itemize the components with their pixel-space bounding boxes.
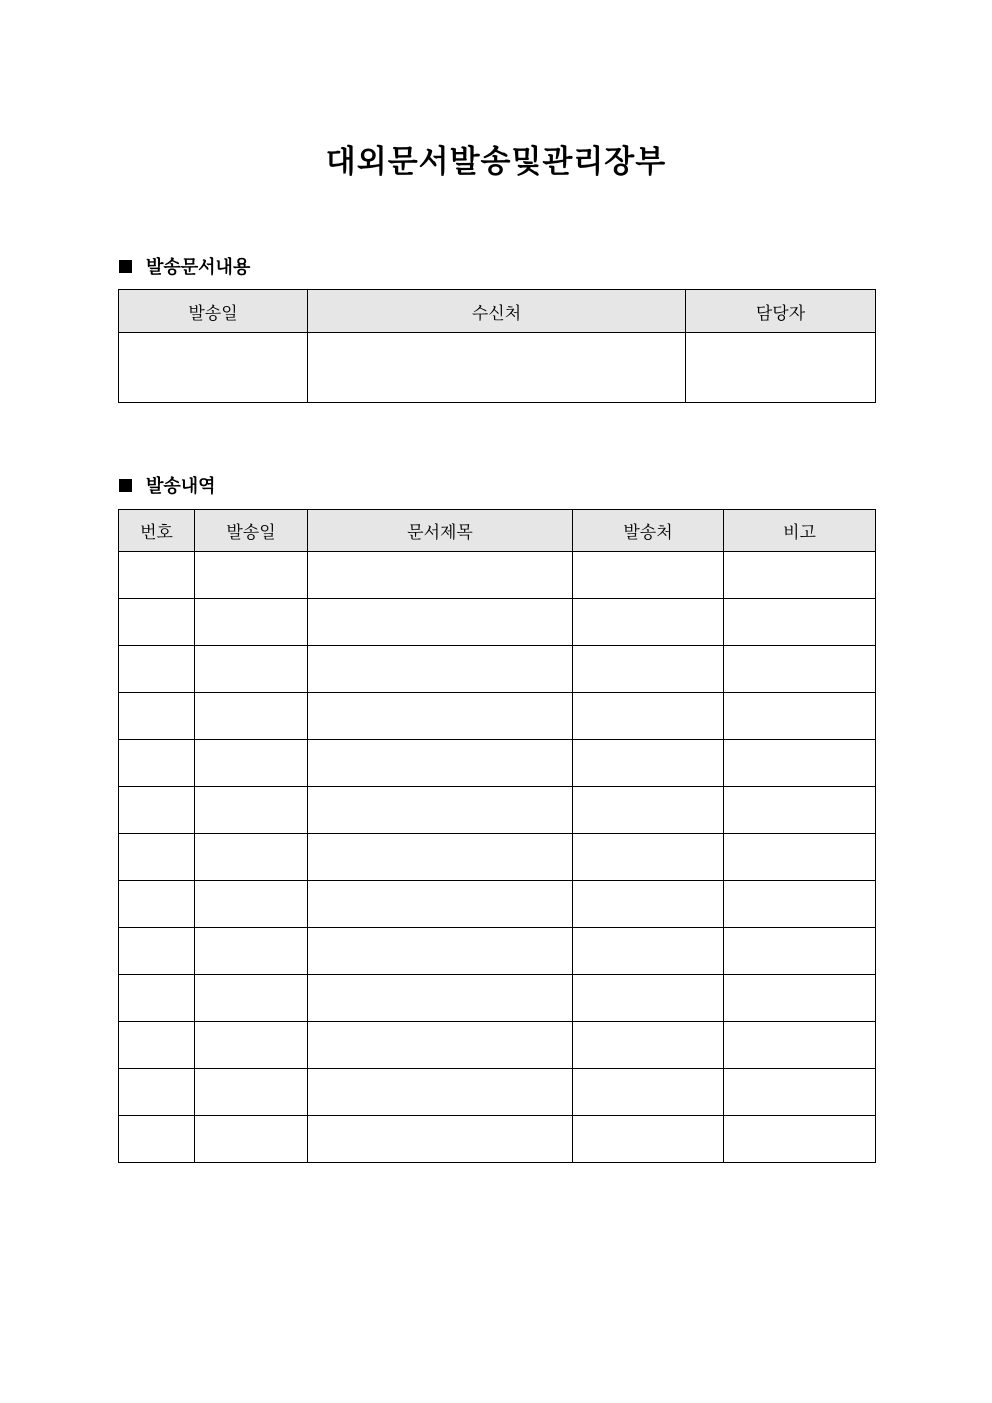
column-header-send-date: 발송일 [195, 510, 308, 552]
table-cell-number[interactable] [119, 1022, 195, 1069]
table-cell-remarks[interactable] [724, 599, 876, 646]
table-row [119, 1116, 876, 1163]
table-cell-document-title[interactable] [308, 1022, 573, 1069]
table-cell-remarks[interactable] [724, 928, 876, 975]
table-cell-number[interactable] [119, 646, 195, 693]
table-cell-send-date[interactable] [195, 787, 308, 834]
table-cell-remarks[interactable] [724, 787, 876, 834]
section-heading-label: 발송문서내용 [146, 257, 251, 278]
table-cell-destination[interactable] [573, 834, 724, 881]
column-header-person-in-charge: 담당자 [686, 290, 876, 333]
table-cell-destination[interactable] [573, 1069, 724, 1116]
table-cell-destination[interactable] [573, 1116, 724, 1163]
table-row [119, 693, 876, 740]
table-cell-destination[interactable] [573, 740, 724, 787]
table-cell-document-title[interactable] [308, 693, 573, 740]
table-cell-document-title[interactable] [308, 975, 573, 1022]
table-cell-destination[interactable] [573, 975, 724, 1022]
column-header-document-title: 문서제목 [308, 510, 573, 552]
table-row [119, 646, 876, 693]
table-cell-document-title[interactable] [308, 787, 573, 834]
table-cell-number[interactable] [119, 740, 195, 787]
table-cell-document-title[interactable] [308, 1116, 573, 1163]
table-cell-send-date[interactable] [195, 834, 308, 881]
table-cell-number[interactable] [119, 834, 195, 881]
table-cell-number[interactable] [119, 881, 195, 928]
table-cell-destination[interactable] [573, 787, 724, 834]
table-cell-remarks[interactable] [724, 834, 876, 881]
table-cell-send-date[interactable] [195, 1069, 308, 1116]
send-document-content-table [118, 289, 876, 403]
table-cell-number[interactable] [119, 599, 195, 646]
table-row [119, 740, 876, 787]
column-header-number: 번호 [119, 510, 195, 552]
table-cell-destination[interactable] [573, 1022, 724, 1069]
table-cell-recipient[interactable] [308, 333, 686, 403]
table-cell-remarks[interactable] [724, 881, 876, 928]
table-cell-document-title[interactable] [308, 552, 573, 599]
table-cell-document-title[interactable] [308, 599, 573, 646]
column-header-recipient: 수신처 [308, 290, 686, 333]
table-row [119, 834, 876, 881]
section-heading-label: 발송내역 [146, 476, 216, 497]
table-header-row [119, 290, 876, 333]
table-row [119, 1069, 876, 1116]
table-cell-number[interactable] [119, 1116, 195, 1163]
table-cell-document-title[interactable] [308, 834, 573, 881]
table-cell-number[interactable] [119, 928, 195, 975]
table-cell-person-in-charge[interactable] [686, 333, 876, 403]
table-cell-remarks[interactable] [724, 646, 876, 693]
table-cell-send-date[interactable] [195, 1022, 308, 1069]
column-header-remarks: 비고 [724, 510, 876, 552]
document-title: 대외문서발송및관리장부 [325, 144, 667, 180]
table-cell-send-date[interactable] [195, 599, 308, 646]
table-cell-send-date[interactable] [195, 1116, 308, 1163]
table-cell-document-title[interactable] [308, 740, 573, 787]
table-row [119, 1022, 876, 1069]
table-cell-document-title[interactable] [308, 646, 573, 693]
table-cell-destination[interactable] [573, 599, 724, 646]
square-bullet-icon [119, 260, 132, 273]
table-cell-destination[interactable] [573, 928, 724, 975]
section-heading-history [119, 472, 216, 498]
table-cell-send-date[interactable] [195, 693, 308, 740]
table-cell-remarks[interactable] [724, 975, 876, 1022]
table-cell-document-title[interactable] [308, 928, 573, 975]
table-row [119, 552, 876, 599]
table-row [119, 333, 876, 403]
table-cell-number[interactable] [119, 1069, 195, 1116]
table-cell-destination[interactable] [573, 552, 724, 599]
table-cell-destination[interactable] [573, 693, 724, 740]
table-cell-send-date[interactable] [195, 881, 308, 928]
table-cell-send-date[interactable] [195, 552, 308, 599]
table-cell-number[interactable] [119, 975, 195, 1022]
table-cell-document-title[interactable] [308, 1069, 573, 1116]
send-history-table [118, 509, 876, 1163]
table-header-row [119, 510, 876, 552]
table-cell-send-date[interactable] [195, 646, 308, 693]
table-cell-number[interactable] [119, 693, 195, 740]
table-cell-number[interactable] [119, 787, 195, 834]
table-cell-remarks[interactable] [724, 693, 876, 740]
table-cell-remarks[interactable] [724, 552, 876, 599]
section-heading-content [119, 253, 250, 279]
table-cell-document-title[interactable] [308, 881, 573, 928]
table-row [119, 975, 876, 1022]
square-bullet-icon [119, 479, 132, 492]
table-row [119, 881, 876, 928]
table-row [119, 787, 876, 834]
column-header-send-date: 발송일 [119, 290, 308, 333]
table-cell-remarks[interactable] [724, 1116, 876, 1163]
table-cell-number[interactable] [119, 552, 195, 599]
table-row [119, 928, 876, 975]
table-cell-send-date[interactable] [195, 928, 308, 975]
table-cell-destination[interactable] [573, 646, 724, 693]
table-row [119, 599, 876, 646]
table-cell-remarks[interactable] [724, 1069, 876, 1116]
table-cell-send-date[interactable] [119, 333, 308, 403]
table-cell-remarks[interactable] [724, 1022, 876, 1069]
column-header-destination: 발송처 [573, 510, 724, 552]
table-cell-remarks[interactable] [724, 740, 876, 787]
table-cell-send-date[interactable] [195, 740, 308, 787]
table-cell-destination[interactable] [573, 881, 724, 928]
table-cell-send-date[interactable] [195, 975, 308, 1022]
